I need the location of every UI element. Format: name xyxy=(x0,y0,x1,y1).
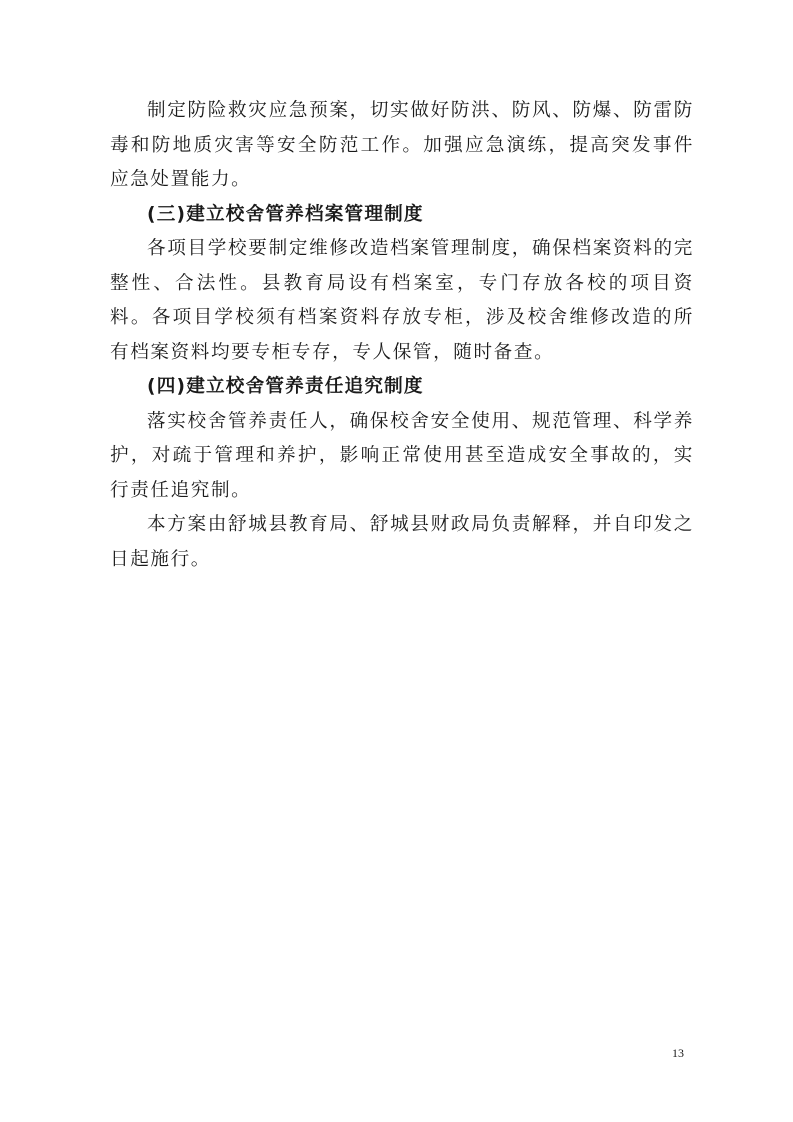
document-body xyxy=(110,94,694,577)
paragraph-emergency-plan: 制定防险救灾应急预案，切实做好防洪、防风、防爆、防雷防毒和防地质灾害等安全防范工作。加强应急演练，提高突发事件应急处置能力。 xyxy=(110,100,694,190)
paragraph-interpretation: 本方案由舒城县教育局、舒城县财政局负责解释，并自印发之日起施行。 xyxy=(110,514,694,570)
heading-responsibility: (四)建立校舍管养责任追究制度 xyxy=(147,376,424,397)
heading-archive-management: (三)建立校舍管养档案管理制度 xyxy=(147,203,424,225)
paragraph-archive-management: 各项目学校要制定维修改造档案管理制度，确保档案资料的完整性、合法性。县教育局设有档案室，专门存放各校的项目资料。各项目学校须有档案资料存放专柜，涉及校舍维修改造的所有档案资料均要专柜专存，专人保管，随时备查。 xyxy=(110,238,694,363)
page-number: 13 xyxy=(672,1046,684,1060)
paragraph-responsibility: 落实校舍管养责任人，确保校舍安全使用、规范管理、科学养护，对疏于管理和养护，影响正常使用甚至造成安全事故的，实行责任追究制。 xyxy=(110,410,694,501)
